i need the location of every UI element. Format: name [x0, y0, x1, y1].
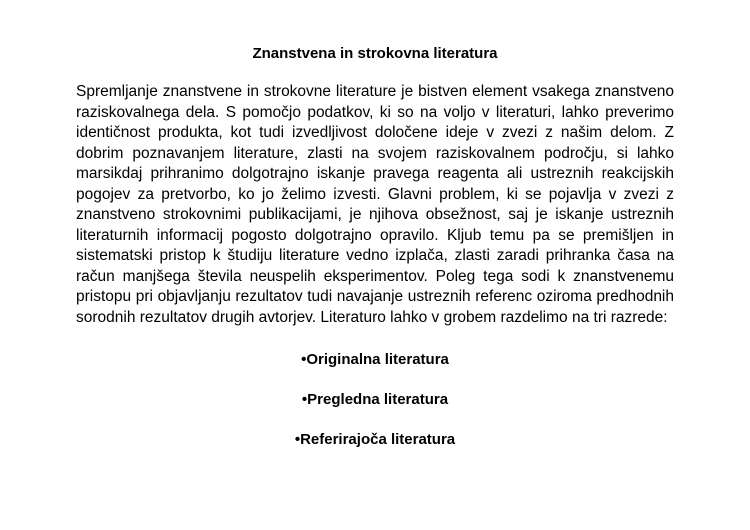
literature-categories-list — [0, 351, 750, 471]
category-referencing: •Referirajoča literatura — [294, 431, 456, 448]
document-title: Znanstvena in strokovna literatura — [252, 45, 498, 62]
category-review: •Pregledna literatura — [301, 391, 449, 408]
body-paragraph: Spremljanje znanstvene in strokovne literature je bistven element vsakega znanstveno raziskovalnega dela. S pomočjo podatkov, ki so na voljo v literaturi, lahko preverimo identičnost produkta, kot tudi izvedljivost določene ideje v zvezi z našim delom. Z dobrim poznavanjem literature, zlasti na svojem raziskovalnem področju, si lahko marsikdaj prihranimo dolgotrajno iskanje pravega reagenta ali ustreznih reakcijskih pogojev za pretvorbo, ko jo želimo izvesti. Glavni problem, ki se pojavlja v zvezi z znanstveno strokovnimi publikacijami, je njihova obsežnost, saj je iskanje ustreznih literaturnih informacij pogosto dolgotrajno opravilo. Kljub temu pa se premišljen in sistematski pristop k študiju literature vedno izplača, zlasti zaradi prihranka časa na račun manjšega števila neuspelih eksperimentov. Poleg tega sodi k znanstvenemu pristopu pri objavljanju rezultatov tudi navajanje ustreznih referenc oziroma predhodnih sorodnih rezultatov drugih avtorjev. Literaturo lahko v grobem razdelimo na tri razrede: — [76, 83, 674, 326]
category-original: •Originalna literatura — [301, 351, 449, 368]
